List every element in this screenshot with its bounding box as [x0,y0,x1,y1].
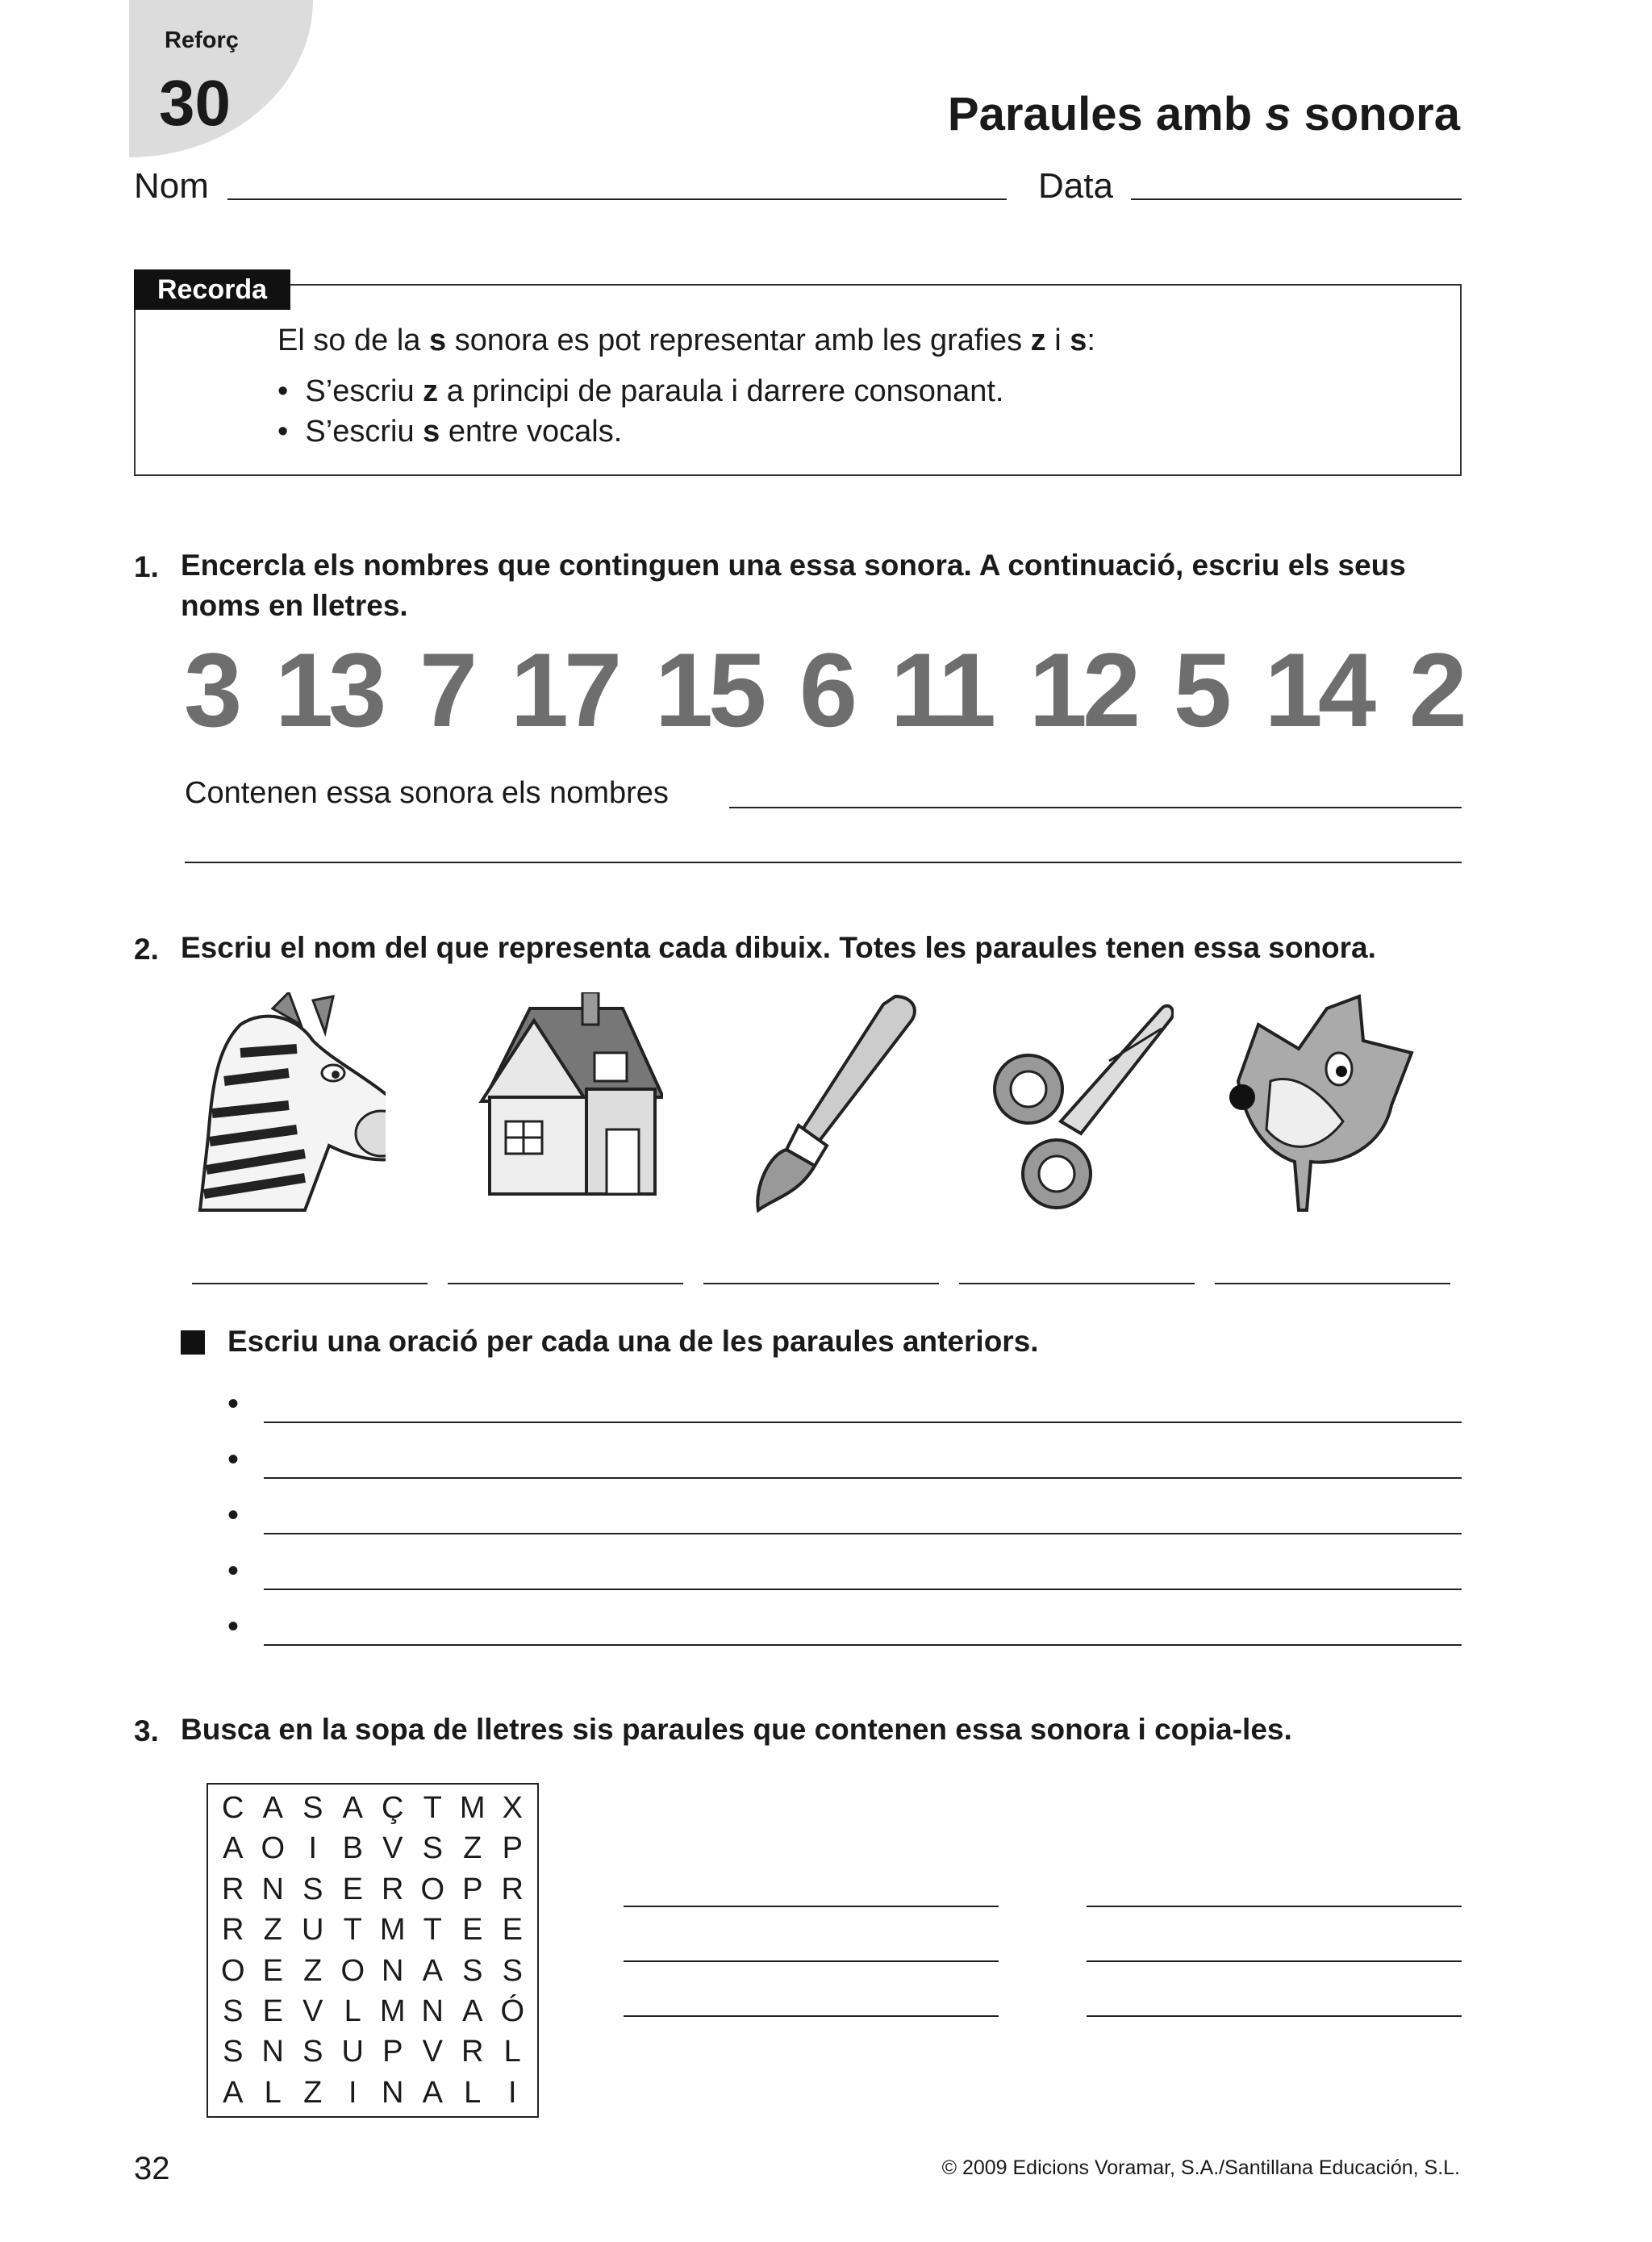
section-label: Reforç [165,27,239,53]
grid-cell[interactable]: A [342,1791,363,1825]
number-item[interactable]: 17 [510,631,618,749]
sentence-bullet: • [227,1386,240,1422]
recorda-rule: • S’escriu z a principi de paraula i darrere consonant. [277,374,1004,408]
grid-cell[interactable]: L [344,1994,361,2028]
grid-cell[interactable]: E [502,1913,523,1948]
grid-cell[interactable]: E [262,1953,283,1988]
recorda-rule: • S’escriu s entre vocals. [277,415,623,449]
grid-cell[interactable]: A [462,1994,483,2028]
exercise-1-number: 1. [134,550,159,583]
picture-answer-line[interactable] [192,1283,428,1284]
section-number: 30 [159,67,231,139]
grid-cell[interactable]: Z [263,1913,282,1948]
name-field[interactable] [227,198,1007,200]
grid-cell[interactable]: R [222,1913,244,1948]
picture-answer-line[interactable] [703,1283,939,1284]
grid-cell[interactable]: E [462,1913,483,1948]
grid-cell[interactable]: U [341,2035,364,2069]
sentence-bullet: • [227,1442,240,1477]
grid-cell[interactable]: Ó [500,1994,525,2028]
number-item[interactable]: 3 [184,631,238,749]
grid-cell[interactable]: V [382,1831,403,1866]
word-answer-line[interactable] [1087,2015,1462,2017]
number-item[interactable]: 15 [654,631,762,749]
grid-cell[interactable]: T [423,1791,442,1825]
recorda-intro: El so de la s sonora es pot representar amb les grafies z i s: [277,324,1095,357]
word-answer-line[interactable] [624,1906,999,1907]
exercise-3-number: 3. [134,1714,159,1747]
grid-cell[interactable]: N [261,2035,284,2069]
grid-cell[interactable]: A [422,2075,443,2110]
grid-cell[interactable]: L [503,2035,521,2069]
grid-cell[interactable]: S [223,2035,244,2069]
sentence-line[interactable] [264,1644,1462,1646]
grid-cell[interactable]: M [379,1913,406,1948]
exercise-1-answer-line[interactable] [729,807,1462,808]
word-answer-line[interactable] [624,2015,999,2017]
number-item[interactable]: 5 [1173,631,1227,749]
exercise-2-number: 2. [134,933,159,966]
exercise-2-instruction: Escriu el nom del que representa cada dibuix. Totes les paraules tenen essa sonora. [181,931,1376,964]
grid-cell[interactable]: I [507,2075,517,2110]
grid-cell[interactable]: E [262,1994,283,2028]
picture-answer-line[interactable] [448,1283,683,1284]
sentence-bullet: • [227,1609,240,1644]
house-picture [469,992,663,1218]
grid-cell[interactable]: O [261,1831,286,1866]
grid-cell[interactable]: M [379,1994,406,2028]
exercise-1-answer-line[interactable] [185,862,1462,863]
grid-cell[interactable]: R [382,1872,404,1906]
sentence-bullet: • [227,1553,240,1589]
exercise-1-answer-label: Contenen essa sonora els nombres [185,776,669,810]
grid-cell[interactable]: L [264,2075,282,2110]
number-item[interactable]: 13 [274,631,382,749]
grid-cell[interactable]: R [501,1872,524,1906]
grid-cell[interactable]: V [302,1994,323,2028]
numbers-row [184,631,1462,749]
grid-cell[interactable]: I [348,2075,357,2110]
grid-cell[interactable]: L [464,2075,482,2110]
fox-picture [1222,992,1416,1218]
grid-cell[interactable]: V [422,2035,443,2069]
scissors-picture [980,992,1174,1218]
grid-cell[interactable]: Z [463,1831,482,1866]
grid-cell[interactable]: N [382,1953,404,1988]
grid-cell[interactable]: T [423,1913,442,1948]
word-search-grid [206,1783,539,2118]
date-label: Data [1038,166,1113,206]
sentence-bullet: • [227,1497,240,1533]
grid-cell[interactable]: A [223,1831,244,1866]
word-answer-line[interactable] [1087,1960,1462,1962]
date-field[interactable] [1131,198,1462,200]
grid-cell[interactable]: S [302,1872,323,1906]
exercise-2-subinstruction: Escriu una oració per cada una de les paraules anteriors. [227,1325,1039,1358]
copyright: © 2009 Edicions Voramar, S.A./Santillana Educación, S.L. [941,2156,1460,2179]
grid-cell[interactable]: O [420,1872,445,1906]
number-item[interactable]: 11 [890,631,992,749]
grid-cell[interactable]: P [462,1872,483,1906]
grid-cell[interactable]: N [382,2075,404,2110]
paintbrush-picture [738,992,932,1218]
word-answer-line[interactable] [624,1960,999,1962]
sentence-line[interactable] [264,1589,1462,1590]
grid-cell[interactable]: S [302,2035,323,2069]
grid-cell[interactable]: A [262,1791,283,1825]
grid-cell[interactable]: U [302,1913,324,1948]
grid-cell[interactable]: R [222,1872,244,1906]
number-item[interactable]: 2 [1408,631,1462,749]
grid-cell[interactable]: P [382,2035,403,2069]
grid-cell[interactable]: M [459,1791,486,1825]
picture-answer-line[interactable] [959,1283,1195,1284]
square-bullet-icon [181,1330,205,1355]
grid-cell[interactable]: B [342,1831,363,1866]
grid-cell[interactable]: A [223,2075,244,2110]
exercise-1-instruction: Encercla els nombres que continguen una essa sonora. A continuació, escriu els seus noms en lletres. [181,549,1406,622]
grid-cell[interactable]: Z [303,1953,323,1988]
grid-cell[interactable]: P [502,1831,523,1866]
word-answer-line[interactable] [1087,1906,1462,1907]
exercise-3-instruction: Busca en la sopa de lletres sis paraules que contenen essa sonora i copia-les. [181,1713,1292,1746]
grid-cell[interactable]: C [222,1791,244,1825]
grid-cell[interactable]: N [421,1994,444,2028]
grid-cell[interactable]: A [422,1953,443,1988]
number-item[interactable]: 14 [1264,631,1372,749]
picture-answer-line[interactable] [1215,1283,1450,1284]
sentence-line[interactable] [264,1477,1462,1479]
sentence-line[interactable] [264,1422,1462,1423]
grid-cell[interactable]: T [343,1913,362,1948]
page-title: Paraules amb s sonora [947,88,1460,140]
name-label: Nom [134,166,209,206]
grid-cell[interactable]: N [261,1872,284,1906]
grid-cell[interactable]: E [342,1872,363,1906]
grid-cell[interactable]: S [502,1953,523,1988]
grid-cell[interactable]: Z [303,2075,323,2110]
recorda-tab: Recorda [134,269,290,310]
number-item[interactable]: 7 [419,631,473,749]
grid-cell[interactable]: X [502,1791,523,1825]
grid-cell[interactable]: R [461,2035,484,2069]
grid-cell[interactable]: Ç [382,1791,404,1825]
page-number: 32 [134,2151,170,2186]
grid-cell[interactable]: S [223,1994,244,2028]
grid-cell[interactable]: I [308,1831,318,1866]
number-item[interactable]: 6 [799,631,853,749]
grid-cell[interactable]: O [340,1953,365,1988]
zebra-picture [192,992,386,1218]
grid-cell[interactable]: S [422,1831,443,1866]
sentence-line[interactable] [264,1533,1462,1534]
number-item[interactable]: 12 [1028,631,1137,749]
grid-cell[interactable]: S [302,1791,323,1825]
grid-cell[interactable]: S [462,1953,483,1988]
grid-cell[interactable]: O [220,1953,245,1988]
